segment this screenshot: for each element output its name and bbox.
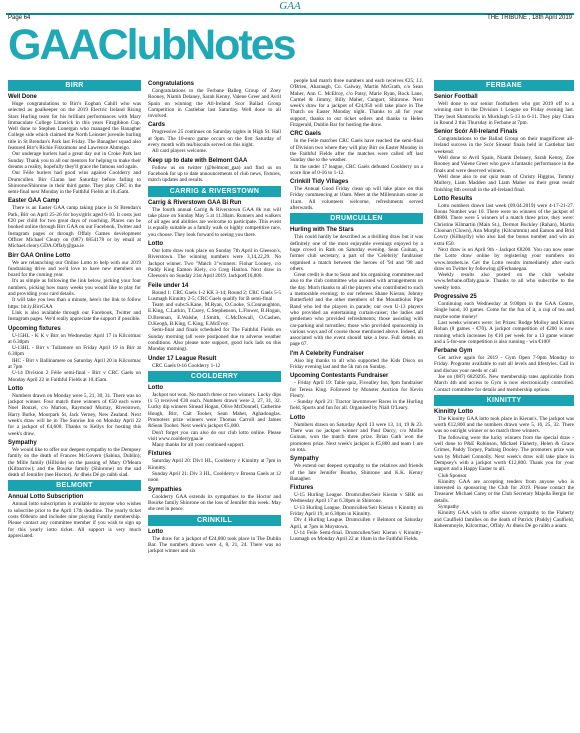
article-heading: Senior Scór All-Ireland Finals [434,129,518,136]
article-paragraph: people had match three numbers and each receives €25; J.J. O'Brien, Aharaugh, Co. Galway, Martin McGrath, c/o Sean Maher, Ann C. McElroy, c/o Patsy, Marie Ryan, Rock Lane, Carmel & Jimmy, Billy Maher, Cangort, Shinrone. Next week's draw for a jackpot of €24,950 will take place in The Thatch on Easter Monday night. Thanks to all for your support, thanks to our ticket sellers and thanks to Helen Fitzgerald, Dublin Bar for hosting the draw. [290,78,423,129]
article-paragraph: Many thanks for all your continued support. [152,442,245,449]
article-heading: Fixtures [148,451,172,458]
article-paragraph: It's as simple as following the link below, picking your four numbers, picking how many weeks you would like to play for and providing your card details. [8,278,141,298]
article-paragraph: Sympathy [438,504,460,511]
article-heading: Lotto [8,385,23,392]
article-heading: Carrig & Riverstown GAA Bi Run [148,199,242,206]
column-3 [290,78,423,728]
article-heading: Senior Football [434,94,478,100]
article-paragraph: Our underage hurlers had a great day out in Croke Park last Sunday. Thank you to all our mentors for helping to make their dreams a reality, hopefully they'll grace the famous sod again. [8,151,141,170]
article-heading: Sympathy [8,439,37,446]
article-heading: Kinnitty Lotto [434,408,473,415]
article-paragraph: There is an Easter GAA camp taking place in St Brendan's Park, Birr on April 25-26 for boys/girls aged 6-10. It costs just €20 per child for two great days of coaching. Places can be booked online through Birr GAA on our Facebook, Twitter and Instagram pages or through Offaly Games development Officer Michael Cleary on (087) 6854178 or by email at Michael.cleary.GDA.Offaly@gaa.ie [8,205,141,250]
article-heading: Feile under 14 [148,282,189,289]
article-heading: Fixtures [290,485,314,492]
article-heading: CRC Gaels [290,131,322,138]
article-paragraph: Get active again for 2019 - Gym Open 7-9pm Monday to Friday. Programs available to suit all levels and lifestyles. Call in and discuss your needs or call [434,355,574,374]
article-paragraph: Congratulations to the Ferbane Balleg Group of Zoey Rooney, Niamh Delaney, Sarah Kenny, Valene Greer and Avril Spain on winning the All-Ireland Scor Ballad Group Competition in Castlebar last Saturday. Well done to all involved. [148,88,281,120]
article-heading: Hurling with The Stars [290,227,354,234]
article-paragraph: - Friday April 19: Table quiz, Fivealley Inn, 9pm fundraiser for Teresa King. Followed by Monster Auction for Kevin Fleury. [290,380,423,399]
article-paragraph: Don't forget you can also do our club lotto online. Please visit www.coolderrygaa.ie [148,429,281,442]
column-4 [434,78,574,728]
article-paragraph: Joe on (087) 6829295. New membership rates applicable from March 4th and access to Gym is now electronically controlled. Contact committee for details and membership options. [434,373,574,393]
article-paragraph: Lotto numbers drawn last week (09.04.2019) were 4-17-21-27. Bonus Number was 10. There were no winners of the jackpot of €8800. There were 5 winners of a match three prize, they were: Christine Kilmartin (Main St.), Dermot Buckley (Rahan), Martin Cloonan (Clown), Ann Murphy (Kilcummin) and Eamon and Brid Lowry (Kilbaylly) who also had the bonus number and win an extra €50. [434,202,574,247]
club-banner: BELMONT [8,480,141,491]
column-1 [8,78,141,728]
article-paragraph: The Annual Good Friday clean up will take place on this Friday commencing at 10am. Meet at the Millennium stone at 11am. All volunteers welcome, refreshments served afterwards. [290,186,423,212]
article-heading: Annual Lotto Subscription [8,494,84,501]
article-paragraph: This could hardly be described as a thrilling draw but it was definitely one of the most enjoyable evenings enjoyed by a huge crowd in Rath on Saturday evening. Sean Guinan, a former club secretary, a part of the 'Celebrity' fundraiser organised a match between the heroes of '94 and '98 and others. [290,234,423,272]
club-banner: DRUMCULLEN [290,213,423,224]
column-2 [148,78,281,728]
article-paragraph: Div 4 Hurling League. Drumcullen v Belmont on Saturday April, at 7pm in Moystown. [290,517,423,530]
article-paragraph: In the Feile matches CRC Gaels have reached the semi-final of Division two where they will play Birr on Easter Monday in the Faithful Fields after the matches were called off last Sunday due to the weather. [290,138,423,164]
article-heading: Ferbane Gym [434,348,473,355]
article-heading: Progressive 25 [434,294,477,301]
club-banner: FERBANE [434,80,574,91]
article-paragraph: Round 1: CRC Gaels 1-2 KK 3-14; Round 2: CRC Gaels 5-5 Lusmagh Kinnitty 2-5; CRC Gaels qualify for B semi-final [148,289,281,302]
article-heading: Lotto [148,384,163,391]
article-heading: Lotto [148,528,163,535]
article-heading: Cards [148,122,166,129]
section-label: GAA [279,0,301,12]
article-paragraph: Annual lotto subscription is available to anyone who wishes to subscribe prior to the April 17th deadline. The yearly ticket costs €60euro and includes nine playing Family membership. Please contact any committee member if you wish to sign up for this yearly lotto ticket. All support is very much appreciated. [8,501,141,539]
article-heading: Birr GAA Online Lotto [8,252,71,259]
article-heading: Easter GAA Camp [8,198,60,205]
article-paragraph: Next draw is on April 9th - Jackpot €8200. You can now enter the Lotto draw online by registering your numbers on www.lotobets.ie. Get the Lotto results immediately after each draw on Twitter by following @Ferbanegaa. [434,246,574,272]
article-heading: Lotto [290,414,305,421]
article-heading: Lotto Results [434,195,473,202]
article-paragraph: Weekly results also posted on the club website www.ferbane.offaly.gaa.ie. Thanks to all who subscribe to the weekly lotto. [434,272,574,291]
masthead-title [8,22,578,70]
article-paragraph: U-15 Hurling League. Drumcullen/Seir Kieran v SBK on Wednesday April 17 at 6.30pm in Shinrone. [290,492,423,505]
article-paragraph: Continuing each Wednesday at 9:00pm in the GAA Centre, Single hand, 10 games. Come for the fun of it, a cup of tea and maybe some money! [434,301,574,320]
article-paragraph: IHC - Birr v Ballinamere on Saturday April 20 in Kilcormac at 7pm [8,357,141,370]
article-paragraph: U-15HL - K K v Birr on Wednesday April 17 in Kilcormac at 6.30pm [8,332,141,345]
article-paragraph: Team and subs:S.Kane, M.Ryan, O.Cooke, S.Connaughton, E.King, C.Larkin, T.Carey, C.Stephenson, L.Flower, B.Hogan, D.Brennan, E.Walshe, J.Smith, C.McDowall, O.Cashen, D.Keogh, B.King, C.King, E.McEvoy. [148,302,281,328]
article-paragraph: In the under 17 league, CRC Gaels defeated Coolderry on a score line of 0-16 to 1-12. [290,163,423,176]
article-paragraph: U-13HL - Birr v Tullamore on Friday April 19 in Birr at 6.30pm [8,345,141,358]
article-heading: Well Done [8,94,37,100]
article-paragraph: Saturday April 20: Div1 HL, Coolderry v Kinnitty at 7pm in Kinnitty. [148,458,281,471]
article-heading: Crinkill Tidy Villages [290,179,349,186]
article-heading: I'm A Celebrity Fundraiser [290,350,365,357]
article-paragraph: Last weeks winners were: 1st Prizes: Rodge Molloy and Kieran Rohan (8 games - €70). A jackpot competition of €200 is now running which increases by €10 per week for a 13 game winner and a 5-for-one competition is also running - win €100! [434,319,574,345]
article-paragraph: Coolderry GAA extends its sympathies to the Hoctor and Bourke family Shinrone on the loss of Jennifer this week. May she rest in peace. [148,493,281,513]
article-heading: Keep up to date with Belmont GAA [148,157,248,164]
article-paragraph: Well done also to our quiz team of Christy Higgins, Tommy Mullery, Liam Madden and Liam Maher on their great result finishing 8th overall in the all-Ireland final. [434,173,574,193]
club-banner: BIRR [8,80,141,91]
article-paragraph: Link is also available through our Facebook, Twitter and Instagram pages. We'd really appreciate the support if possible. [8,309,141,323]
article-paragraph: Kinnitty GAA wish to offer sincere sympathy to the Flaherty and Caulfield families on the death of Patrick (Paddy) Caulfield, Raheenmoyle, Kilcormac, Offaly. Ar dheis Dé go raibh a anam. [434,510,574,529]
article-paragraph: Well done to our senior footballers who got 2019 off to a winning start in the Division 1 League on Friday evening last. They beat Shamrocks in Mucklagh 5-13 to 6-11. They play Clara in Round 2 this Thursday in Ferbane at 7pm. [434,101,574,126]
article-paragraph: U-14 Feile Semi-final. Drumcullen/Seir Kieran v Kinnitty-Lusmagh on Monday April 22 at 10am in the Faithful Fields. [290,529,423,543]
masthead-notes: Notes [185,21,295,69]
article-paragraph: The following were the lucky winners from the special draw - well done to P&E Robinson, Michael Flaherty, Helen & Grace Grimes, Paddy Torpey, Padraig Dooley. The promoters prize was won by Michael Connolly. Next week's draw will take place in Dempsey's with a jackpot worth €12,800. Thank you for your support and a Happy Easter to all. [434,434,574,473]
club-banner: CRINKILL [148,515,281,526]
article-paragraph: U-13 Hurling League. Drumcullen/Seir Kieran v Kinnitty on Friday April 19, at 6.30pm in Kinnitty. [290,504,423,518]
article-paragraph: Club Sponsor [438,472,467,479]
article-paragraph: The fourth annual Carrig & Riverstown GAA 8k run will take place on Sunday May 5 at 11.30am. Runners and walkers of all ages and abilities are welcome to participate. This event is equally suitable as a family walk or highly competitive race, you choose. They look forward to seeing you there. [148,206,281,238]
article-paragraph: U-14 Division 2 Féile semi-final - Birr v CRC Gaels on Monday April 22 in Faithful Fields at 10.45am. [8,370,141,383]
article-paragraph: Congratulations to the Ballad Group on their magnificent all-Ireland success in the Scór Sinsear finals held in Castlebar last weekend. [434,136,574,155]
article-paragraph: All card players welcome. [152,148,208,155]
article-heading: Sympathies [148,486,182,493]
article-paragraph: Numbers drawn on Saturday April 13 were 13, 14, 19 & 23. There was no jackpot winner and Paul Darcy, c/o Mollie Guinan, won the match three prize. Brian Gath won the promoters prize. Next week's jackpot is €5,800 and team 1 are on rota. [290,421,423,453]
article-paragraph: Semi-final and finals scheduled for The Faithful Fields on Sunday morning (all were postponed due to adverse weather conditions. Also please note support, good luck lads on this Monday morning). [148,327,281,353]
article-paragraph: Progressive 25 continues on Saturday nights in High St. Hall at 9pm. The 10-euro game occurs on the first Saturday of every month with tea/biscuits served on this night. [148,129,281,149]
article-heading: Lotto [148,241,163,248]
article-paragraph: Kinnitty GAA are accepting tenders from anyone who is interested in sponsoring the Club for 2019. Please contact the Treasurer Michael Carey or the Club Secretary Majella Bergin for details. [434,478,574,504]
article-paragraph: Our lotto draw took place on Sunday 7th April in Gleeson's, Riverstown. The winning numbers were 3,14,22,29. No Jackpot winner. Two "Match 3"winners: Fiohar Looney, c/o Paddy King Eamon Kiely, c/o Greg Hanlon. Next draw in Gleeson's on Sunday 21st April 2019. Jackpot€16,800. [148,248,281,280]
article-paragraph: Sunday April 21: Div 3 HL, Coolderry v Brosna Gaels at 12 noon [148,471,281,484]
article-paragraph: The Kinnitty GAA lotto took place in Kieran's. The jackpot was worth €12,800 and the numbers drawn were 5, 16, 25, 32. There was no outright winner or no match three winners. [434,415,574,435]
article-paragraph: - Sunday April 21: Tractor lawnmower Races in the Hurling field, Sports and fun for all. Organised by Niall O'Leary. [290,399,423,412]
page-number: Page 64 [8,15,31,21]
article-paragraph: We extend our deepest sympathy to the relatives and friends of the late Jennifer Bourke, Shinrone and K.K. Kenny Banagher. [290,463,423,482]
issue-date: THE TRIBUNE , 18th April 2019 [487,15,572,21]
article-paragraph: We are relaunching our Online Lotto to help with our 2019 fundraising drive and we'd love to have new members on board for the coming year. [8,259,141,279]
club-banner: CARRIG & RIVERSTOWN [148,186,281,197]
article-paragraph: CRC Gaels 0-16 Coolderry 1-12 [152,362,221,369]
article-paragraph: Follow us on twitter (@belmont_gaa) and find us on Facebook for up to date announcements of club news, fixtures, match updates and results. [148,164,281,184]
club-banner: COOLDERRY [148,371,281,382]
article-paragraph: Numbers drawn on Monday were 5, 21, 30, 31. There was no jackpot winner. Four match three winners of €50 each were Noel Bonzel, c/o Marion, Raymond Murray, Riverstown, Harry Burke, Moorpark St, Jack Verney, New Zealand. Next week's draw will be in The Sunrise Inn on Monday April 22 for a jackpot of €4,600. Thanks to Kellys for hosting this week's draw. [8,392,141,437]
article-heading: Upcoming fixtures [8,325,61,332]
masthead-club: Club [97,21,186,69]
article-heading: Upcoming Contestants Fundraiser [290,373,389,380]
article-paragraph: Great credit is due to Sean and his organising committee and also to the club committee who assisted with arrangements on the day. Much thanks to all the players who contributed to such a memorable evening; to our referees Shane Kieran; Johnny Butterfield and the other members of the Mountbolus Pipe Band who led the players in parade; our own U-13 players who provided an entertaining curtain-raiser; the ladies and gentlemen who provided refreshments; those assisting with car-parking and turnstiles; those who provided sponsorship in various ways and of course those mentioned above. Indeed, all associated with the event should take a bow. Full details on page 67. [290,272,423,348]
article-paragraph: Our Féile hurlers had good wins against Coolderry and Drumcullen. Birr Ciaran last Saturday before falling to Shinrone/Shinrone in their third game. They play CRC in the semi-final next Monday in the Faithful Fields at 10.45am. [8,170,141,196]
article-paragraph: Also big thanks to all who supported the Kids Disco on Friday evening last and the 5k run on Sunday. [290,357,423,370]
article-paragraph: Huge congratulations to Birr's Eoghan Cahill who was selected as goalkeeper on the 2019 Electric Ireland Rising Stars Hurling team for his brilliant performances with Mary Immaculate College Limerick in this years Fitzgibbon Cup. Well done to Stephen Lonergan who managed the Banagher College side which claimed the North Leinster juvenile hurling title in St Brendan's Park last Friday. The Banagher squad also featured Birr's Richie Fitzsimons and Lawrence Ahmeigo. [8,101,141,152]
article-paragraph: The draw for a jackpot of €24,800 took place in The Dublin Bar. The numbers drawn were 4, 8, 21, 24. There was no jackpot winner and six [148,535,281,555]
article-paragraph: Jackpot not won. No match three or two winners. Lucky dips (x 5) received €30 each. Numbers drawn were 2, 27, 31, 32. Lucky dip winners Sinead Hogan, Olive McDonnell, Catherine Hough, Birr, Cait Tooher, Sean Maher, Aghadouglas. Promoters prize winners were Thomas Carroll and James &Sean Tooher. Next week's jackpot €5,000. [148,391,281,430]
masthead-gaa: GAA [8,21,98,69]
article-heading: Under 17 League Result [148,355,217,362]
article-paragraph: It will take you less than a minute, here's the link to follow https: bit.ly.BirrGAA [8,297,141,310]
article-paragraph: Well done to Avril Spain, Niamh Delaney, Sarah Kenny, Zoe Rooney and Valene Greer who gave a fantastic performance in the finals and were deserved winners. [434,155,574,174]
article-paragraph: We would like to offer our deepest sympathy to the Dempsey family on the death of Frances McGovern (Sabina, Dublin); the Mille family (Hillside) on the passing of Mary O'Meara (Kilbarrow); and the Bourke family (Shinrone) on the sad death of Jennifer (nee Hoctor). Ar dheis Dé go raibh siad. [8,446,141,479]
article-heading: Congratulations [148,81,194,87]
club-banner: KINNITTY [434,395,574,406]
article-heading: Sympathy [290,456,319,463]
